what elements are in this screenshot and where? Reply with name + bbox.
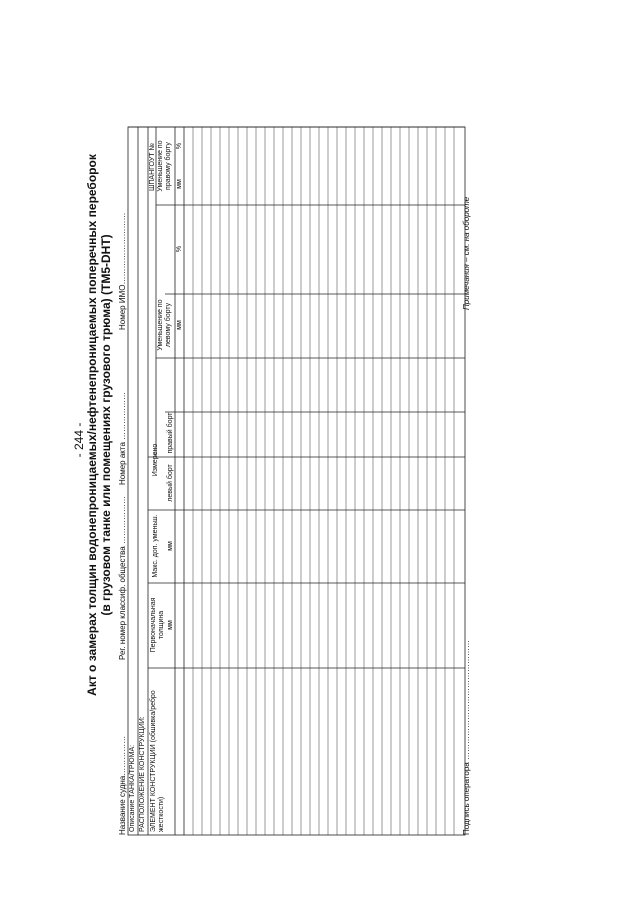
- reduction-port-header: Уменьшение по левому борту: [157, 299, 172, 351]
- table-rows: [193, 127, 454, 835]
- operator-signature-line: Подпись оператора ………………………………………: [462, 640, 471, 835]
- starboard-side-header: правый борт: [167, 412, 174, 454]
- class-reg-number-field: Рег. номер классиф. общества ………………: [118, 496, 127, 660]
- document-title: Акт о замерах толщин водонепроницаемых/нефтенепроницаемых поперечных переборок: [85, 154, 99, 696]
- document-subtitle: (в грузовом танке или помещениях грузового трюма) (TM5-DHT): [99, 234, 113, 616]
- structure-element-header: ЭЛЕМЕНТ КОНСТРУКЦИИ (обшивка/ребро жесткости): [150, 690, 165, 832]
- structure-location-label: РАСПОЛОЖЕНИЕ КОНСТРУКЦИИ:: [139, 716, 146, 832]
- remarks-note: Примечания – см. на обороте: [462, 196, 471, 310]
- port-side-header: левый борт: [167, 464, 174, 502]
- reduction-port-percent: %: [176, 245, 183, 253]
- page-number: - 244 -: [72, 422, 86, 458]
- reduction-starboard-percent: %: [176, 142, 183, 150]
- max-allowed-reduction-unit: мм: [167, 541, 174, 551]
- vessel-name-field: Название судна……………: [118, 735, 127, 835]
- reduction-starboard-mm: мм: [176, 179, 183, 189]
- original-thickness-unit: мм: [167, 620, 174, 630]
- imo-number-field: Номер ИМО………………………: [118, 212, 127, 330]
- reduction-starboard-header: Уменьшение по правому борту: [157, 140, 172, 192]
- tank-description-label: Описание ТАНКА/ТРЮМА:: [129, 744, 136, 832]
- max-allowed-reduction-header: Макс. доп. уменьш.: [152, 514, 159, 578]
- measured-header: Измерено: [152, 443, 159, 477]
- original-thickness-header: Первоначальная толщина: [150, 597, 165, 653]
- reduction-port-mm: мм: [176, 320, 183, 330]
- report-number-field: Номер акта ………………: [118, 391, 127, 485]
- frame-number-header: ШПАНГОУТ №: [149, 142, 156, 192]
